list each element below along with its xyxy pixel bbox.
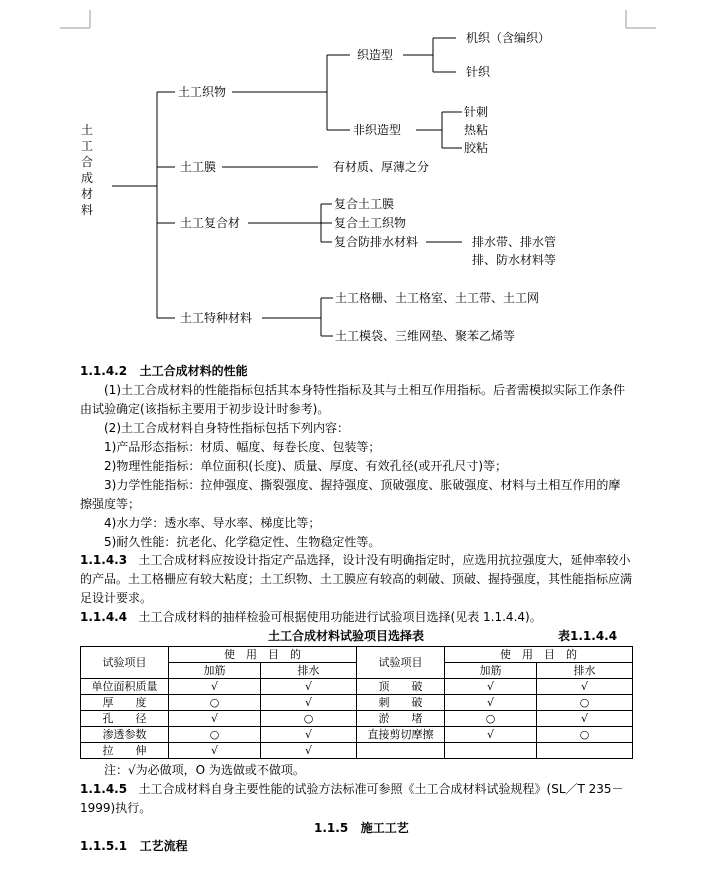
test-selection-table [80, 646, 633, 759]
table-cell [357, 743, 445, 759]
list-item: 4)水力学：透水率、导水率、梯度比等； [104, 516, 321, 530]
table-title: 土工合成材料试验项目选择表 [268, 629, 425, 643]
section-number: 1.1.4.2 [80, 364, 128, 378]
section-title: 施工工艺 [360, 821, 409, 835]
header-reinforce: 加筋 [169, 663, 261, 679]
root-char: 土 [81, 123, 94, 137]
table-cell: ○ [169, 727, 261, 743]
node-composite: 土工复合材 [180, 216, 241, 230]
root-char: 合 [81, 155, 94, 169]
tree-root-label [81, 122, 93, 218]
section-number: 1.1.4.4 [80, 610, 128, 624]
section-number: 1.1.5.1 [80, 839, 128, 853]
table-cell: ○ [261, 711, 357, 727]
section-number: 1.1.4.5 [80, 782, 128, 796]
table-note: 注：√为必做项，O 为选做或不做项。 [104, 763, 305, 777]
table-cell: √ [261, 743, 357, 759]
table-cell: 单位面积质量 [81, 679, 169, 695]
table-cell: ○ [169, 695, 261, 711]
woven-branches [403, 38, 456, 72]
table-cell: √ [445, 679, 537, 695]
geotextile-branches [327, 55, 350, 130]
table-cell: √ [445, 695, 537, 711]
table-cell: 拉 伸 [81, 743, 169, 759]
table-cell: ○ [537, 695, 633, 711]
paragraph: 土工合成材料自身主要性能的试验方法标准可参照《土工合成材料试验规程》(SL／T 235－1999)执行。 [80, 782, 624, 815]
chapter-heading [314, 820, 409, 836]
table-cell: 孔 径 [81, 711, 169, 727]
table-cell: 刺 破 [357, 695, 445, 711]
table-cell: √ [169, 679, 261, 695]
crop-mark-left [60, 10, 90, 28]
node-drain-sub-1: 排水带、排水管 [472, 235, 557, 249]
root-char: 工 [81, 139, 94, 153]
node-nonwoven-sub-1: 针刺 [464, 105, 489, 119]
section-title: 土工合成材料的性能 [139, 364, 248, 378]
header-drain: 排水 [261, 663, 357, 679]
special-branches [321, 298, 333, 336]
table-cell: 直接剪切摩擦 [357, 727, 445, 743]
node-composite-sub-2: 复合土工织物 [334, 216, 407, 230]
root-char: 成 [81, 171, 94, 185]
node-membrane-desc: 有材质、厚薄之分 [333, 160, 430, 174]
header-item: 试验项目 [81, 647, 169, 679]
node-nonwoven-sub-2: 热粘 [464, 123, 489, 137]
section-1142-heading [80, 362, 632, 381]
table-cell: 顶 破 [357, 679, 445, 695]
node-composite-sub-3: 复合防排水材料 [334, 235, 419, 249]
table-row [81, 679, 633, 695]
section-1142 [80, 362, 632, 552]
table-cell: √ [169, 743, 261, 759]
table-cell: √ [261, 727, 357, 743]
node-drain-sub-2: 排、防水材料等 [472, 253, 557, 267]
table-cell: √ [537, 711, 633, 727]
node-special-sub-1: 土工格栅、土工格室、土工带、土工网 [335, 291, 540, 305]
table-cell: √ [169, 711, 261, 727]
section-1143 [80, 551, 632, 608]
table-cell: √ [261, 679, 357, 695]
root-branches [157, 92, 175, 318]
section-number: 1.1.5 [314, 821, 349, 835]
node-membrane: 土工膜 [180, 160, 217, 174]
paragraph: 土工合成材料应按设计指定产品选择，设计没有明确指定时，应选用抗拉强度大，延伸率较小的产品。土工格栅应有较大粘度；土工织物、土工膜应有较高的刺破、顶破、握持强度，其性能指标应满足设计要求。 [80, 553, 633, 605]
section-number: 1.1.4.3 [80, 553, 128, 567]
header-drain: 排水 [537, 663, 633, 679]
nonwoven-branches [416, 112, 462, 148]
crop-mark-right [626, 10, 656, 28]
node-nonwoven-sub-3: 胶粘 [464, 141, 489, 155]
table-cell: √ [261, 695, 357, 711]
list-item: 3)力学性能指标：拉伸强度、撕裂强度、握持强度、顶破强度、胀破强度、材料与土相互作用的摩擦强度等； [80, 478, 621, 511]
table-cell: ○ [537, 727, 633, 743]
node-woven-sub-2: 针织 [466, 65, 491, 79]
table-row [81, 711, 633, 727]
header-item: 试验项目 [357, 647, 445, 679]
root-char: 料 [81, 203, 94, 217]
node-woven: 织造型 [357, 48, 394, 62]
header-use: 使 用 目 的 [169, 647, 357, 663]
table-cell [537, 743, 633, 759]
section-1144 [80, 608, 632, 627]
table-cell [445, 743, 537, 759]
table-cell: √ [537, 679, 633, 695]
table-row [81, 743, 633, 759]
node-special: 土工特种材料 [180, 311, 253, 325]
node-nonwoven: 非织造型 [353, 123, 402, 137]
table-cell: 淤 堵 [357, 711, 445, 727]
table-cell: 厚 度 [81, 695, 169, 711]
list-item: 5)耐久性能：抗老化、化学稳定性、生物稳定性等。 [104, 535, 381, 549]
header-use: 使 用 目 的 [445, 647, 633, 663]
node-woven-sub-1: 机织（含编织） [466, 31, 551, 45]
node-special-sub-2: 土工模袋、三维网垫、聚苯乙烯等 [335, 329, 516, 343]
table-cell: √ [445, 727, 537, 743]
node-composite-sub-1: 复合土工膜 [334, 197, 395, 211]
root-char: 材 [81, 187, 94, 201]
table-row [81, 695, 633, 711]
list-item: 2)物理性能指标：单位面积(长度)、质量、厚度、有效孔径(或开孔尺寸)等； [104, 459, 508, 473]
node-geotextile: 土工织物 [178, 85, 227, 99]
header-reinforce: 加筋 [445, 663, 537, 679]
section-title: 工艺流程 [139, 839, 188, 853]
table-number: 表1.1.4.4 [558, 629, 618, 643]
table-cell: 渗透参数 [81, 727, 169, 743]
paragraph: (1)土工合成材料的性能指标包括其本身特性指标及其与土相互作用指标。后者需模拟实际工作条件由试验确定(该指标主要用于初步设计时参考)。 [80, 383, 626, 416]
table-cell: ○ [445, 711, 537, 727]
composite-branches [321, 204, 332, 242]
section-1145 [80, 780, 632, 818]
table-row [81, 727, 633, 743]
list-item: 1)产品形态指标：材质、幅度、每卷长度、包装等； [104, 440, 381, 454]
paragraph: (2)土工合成材料自身特性指标包括下列内容： [104, 421, 349, 435]
subsection-heading [80, 838, 188, 854]
paragraph: 土工合成材料的抽样检验可根据使用功能进行试验项目选择(见表 1.1.4.4)。 [138, 610, 542, 624]
